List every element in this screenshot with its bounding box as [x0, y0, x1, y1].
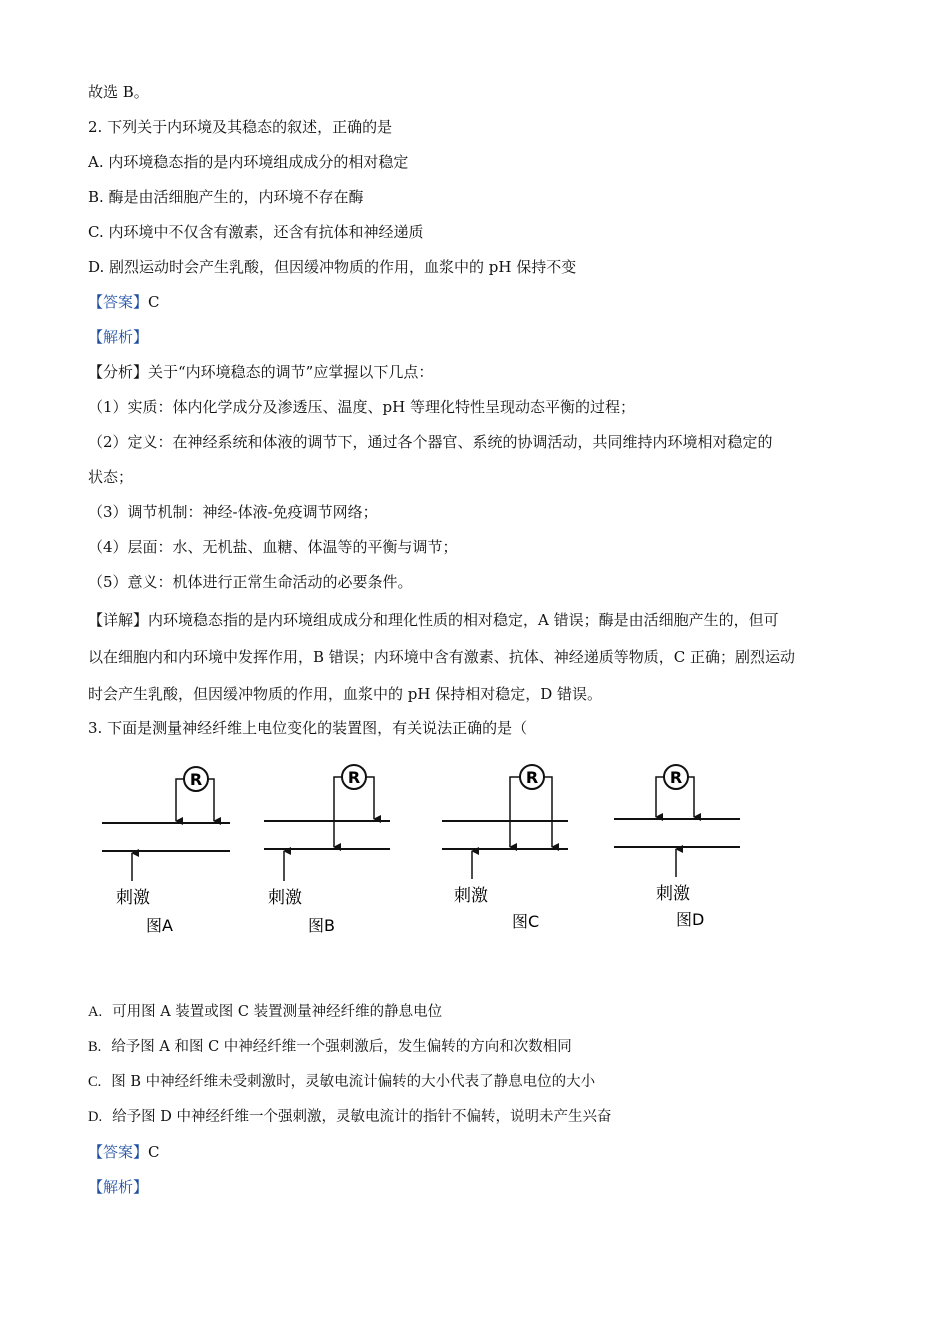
meter-symbol: R — [669, 768, 683, 787]
option-text: 给予图 A 和图 C 中神经纤维一个强刺激后，发生偏转的方向和次数相同 — [111, 1039, 572, 1055]
nerve-fiber-figure — [90, 755, 750, 955]
stimulus-label: 刺激 — [116, 888, 150, 908]
detail-line-3: 时会产生乳酸，但因缓冲物质的作用，血浆中的 pH 保持相对稳定，D 错误。 — [88, 685, 603, 703]
fenxi-text: 关于“内环境稳态的调节”应掌握以下几点： — [148, 363, 434, 381]
answer-line — [88, 1142, 160, 1162]
option-label: B. — [88, 1039, 102, 1055]
figure-caption: 图D — [676, 910, 705, 929]
meter-symbol: R — [189, 770, 203, 789]
analysis-tag: 【解析】 — [88, 328, 149, 346]
figure-a — [102, 767, 230, 935]
point-2-line-2: 状态； — [88, 468, 134, 486]
text-line: 故选 B。 — [88, 83, 149, 101]
option-text: 可用图 A 装置或图 C 装置测量神经纤维的静息电位 — [112, 1004, 443, 1020]
answer-line — [88, 292, 160, 312]
figure-c — [442, 765, 568, 931]
point-5: （5）意义：机体进行正常生命活动的必要条件。 — [88, 573, 413, 591]
point-3: （3）调节机制：神经-体液-免疫调节网络； — [88, 503, 378, 521]
answer-value: C — [148, 293, 160, 311]
fenxi-line — [88, 362, 433, 382]
question-2-option-c: C. 内环境中不仅含有激素，还含有抗体和神经递质 — [88, 223, 424, 241]
detail-tag: 【详解】 — [88, 611, 149, 629]
figure-d — [614, 765, 740, 929]
detail-line-2: 以在细胞内和内环境中发挥作用，B 错误；内环境中含有激素、抗体、神经递质等物质，C 正确；剧烈运动 — [88, 648, 796, 666]
fenxi-tag: 【分析】 — [88, 363, 149, 381]
meter-symbol: R — [347, 768, 361, 787]
question-2-option-b: B. 酶是由活细胞产生的，内环境不存在酶 — [88, 188, 364, 206]
question-2-stem: 2. 下列关于内环境及其稳态的叙述，正确的是 — [88, 118, 393, 136]
meter-symbol: R — [525, 768, 539, 787]
figure-caption: 图B — [308, 916, 335, 935]
stimulus-label: 刺激 — [268, 888, 302, 908]
stimulus-label: 刺激 — [656, 884, 690, 904]
question-3-stem: 3. 下面是测量神经纤维上电位变化的装置图，有关说法正确的是（ — [88, 719, 528, 737]
option-label: C. — [88, 1074, 102, 1090]
figure-caption: 图A — [146, 916, 173, 935]
stimulus-label: 刺激 — [454, 886, 488, 906]
point-1: （1）实质：体内化学成分及渗透压、温度、pH 等理化特性呈现动态平衡的过程； — [88, 398, 635, 416]
question-3-option-d — [88, 1107, 611, 1127]
option-label: D. — [88, 1109, 103, 1125]
answer-tag: 【答案】 — [88, 293, 149, 311]
answer-value: C — [148, 1143, 160, 1161]
point-2-line-1: （2）定义：在神经系统和体液的调节下，通过各个器官、系统的协调活动，共同维持内环境相对稳定的 — [88, 433, 773, 451]
option-text: 给予图 D 中神经纤维一个强刺激，灵敏电流计的指针不偏转，说明未产生兴奋 — [112, 1109, 612, 1125]
option-text: 图 B 中神经纤维未受刺激时，灵敏电流计偏转的大小代表了静息电位的大小 — [111, 1074, 596, 1090]
question-3-option-c — [88, 1072, 595, 1092]
question-2-option-a: A. 内环境稳态指的是内环境组成成分的相对稳定 — [88, 153, 409, 171]
analysis-tag: 【解析】 — [88, 1178, 149, 1196]
figure-b — [264, 765, 390, 935]
detail-text-1: 内环境稳态指的是内环境组成成分和理化性质的相对稳定，A 错误；酶是由活细胞产生的，但可 — [148, 611, 779, 629]
figure-caption: 图C — [512, 912, 540, 931]
answer-tag: 【答案】 — [88, 1143, 149, 1161]
question-3-option-a — [88, 1002, 442, 1022]
option-label: A. — [88, 1004, 103, 1020]
question-3-option-b — [88, 1037, 572, 1057]
question-2-option-d: D. 剧烈运动时会产生乳酸，但因缓冲物质的作用，血浆中的 pH 保持不变 — [88, 258, 577, 276]
point-4: （4）层面：水、无机盐、血糖、体温等的平衡与调节； — [88, 538, 458, 556]
detail-line-1 — [88, 610, 779, 630]
